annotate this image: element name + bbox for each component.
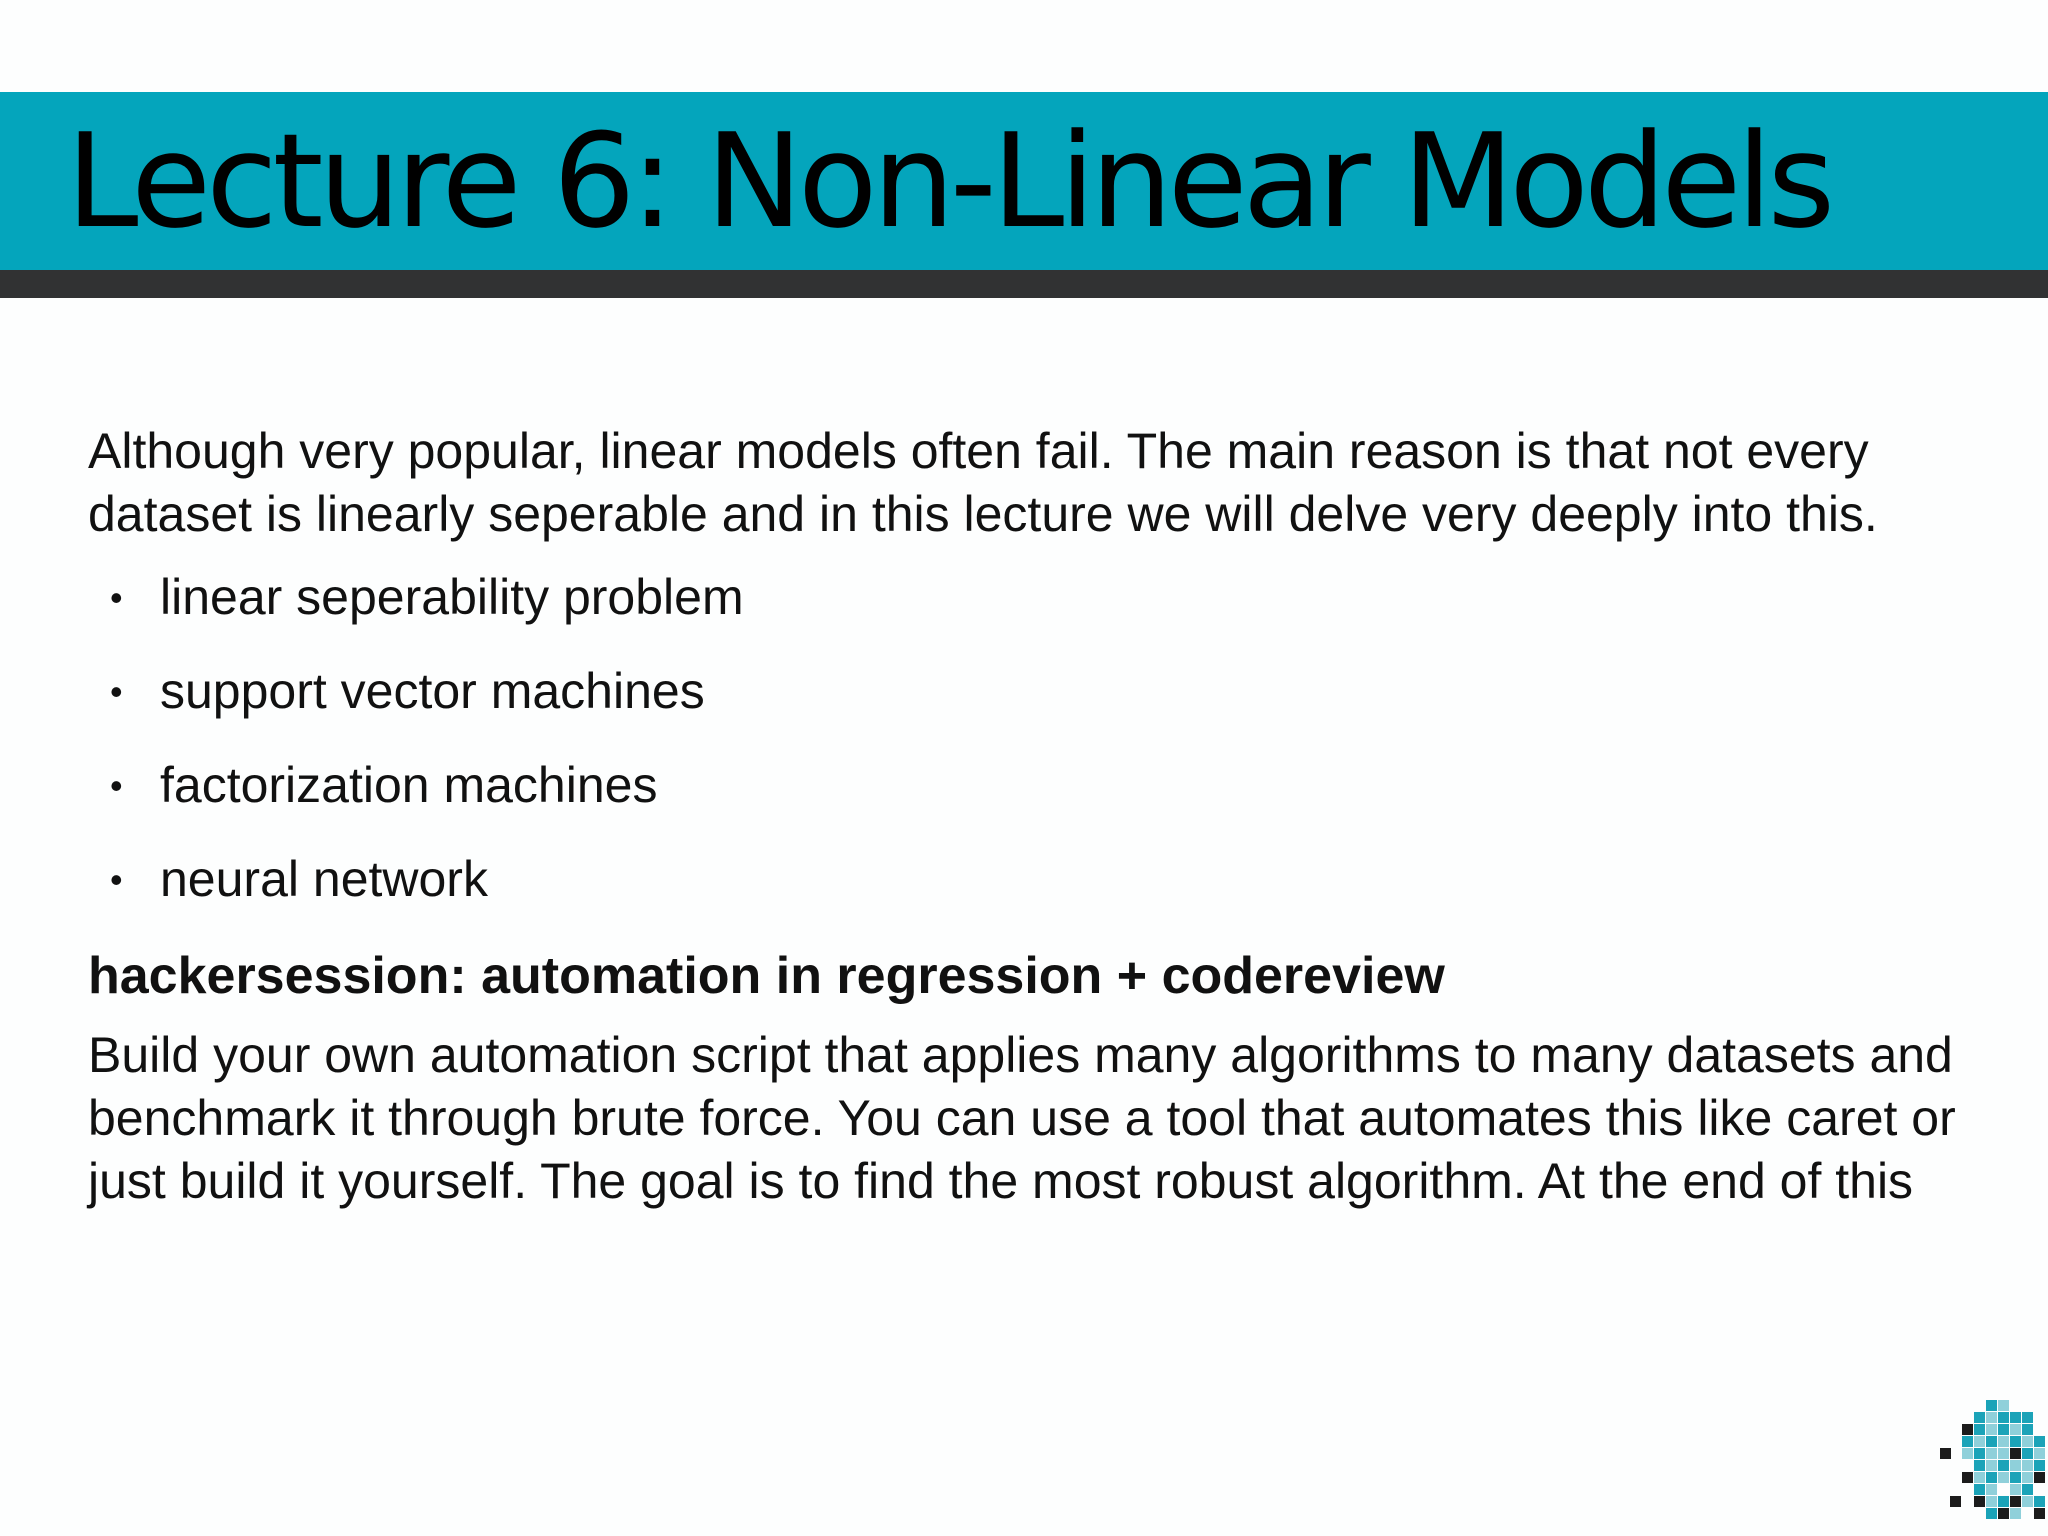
- topic-list: [88, 566, 1968, 911]
- bullet-icon: •: [110, 859, 123, 900]
- intro-paragraph: Although very popular, linear models often fail. The main reason is that not every dataset is linearly seperable and in this lecture we will delve very deeply into this.: [88, 423, 1878, 542]
- slide-content: [88, 420, 1968, 1213]
- slide-title: Lecture 6: Non-Linear Models: [66, 105, 1831, 257]
- list-item-text: linear seperability problem: [160, 569, 744, 625]
- pixel-grid-logo-icon: [1940, 1400, 2046, 1526]
- hackersession-paragraph: Build your own automation script that applies many algorithms to many datasets and benchmark it through brute force. You can use a tool that automates this like caret or just build it yourself. The goal is to find the most robust algorithm. At the end of this: [88, 1027, 1956, 1209]
- list-item-text: support vector machines: [160, 663, 705, 719]
- list-item-text: neural network: [160, 851, 488, 907]
- list-item: [88, 660, 1968, 723]
- bullet-icon: •: [110, 671, 123, 712]
- bullet-icon: •: [110, 765, 123, 806]
- hackersession-heading: hackersession: automation in regression + codereview: [88, 947, 1445, 1005]
- bullet-icon: •: [110, 577, 123, 618]
- list-item: [88, 566, 1968, 629]
- list-item-text: factorization machines: [160, 757, 658, 813]
- list-item: [88, 848, 1968, 911]
- title-underline-band: [0, 270, 2048, 298]
- list-item: [88, 754, 1968, 817]
